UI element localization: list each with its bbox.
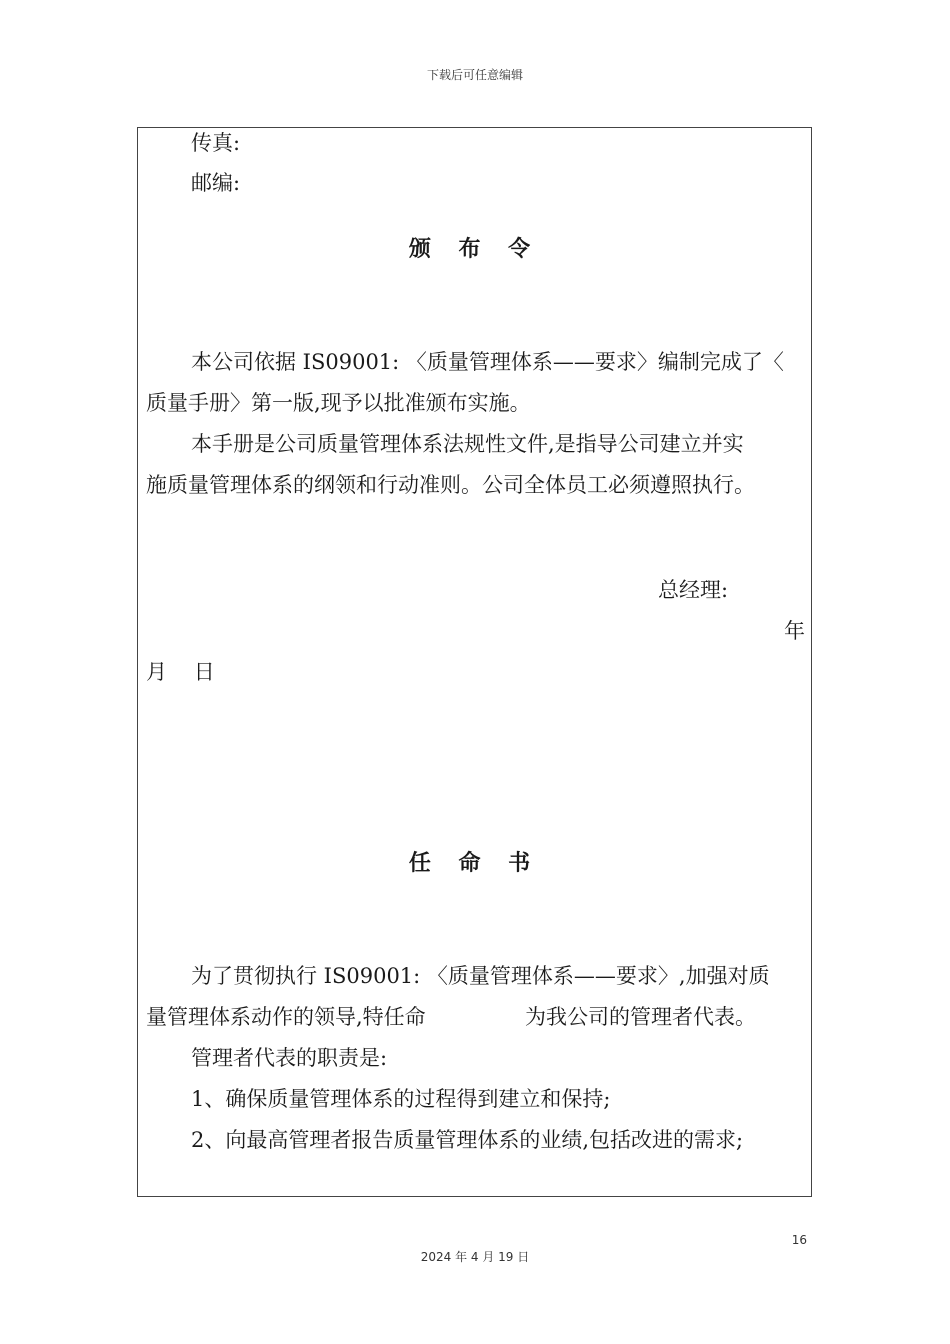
appointment-paragraph-line-2b: 为我公司的管理者代表。	[525, 1005, 756, 1029]
footer-date: 2024 年 4 月 19 日	[420, 1250, 530, 1264]
appointment-paragraph-line-1: 为了贯彻执行 IS09001: 〈质量管理体系——要求〉,加强对质	[191, 964, 770, 988]
decree-paragraph-2-line-2: 施质量管理体系的纲领和行动准则。公司全体员工必须遵照执行。	[146, 473, 755, 497]
postcode-label: 邮编:	[191, 171, 241, 195]
decree-paragraph-2-line-1: 本手册是公司质量管理体系法规性文件,是指导公司建立并实	[191, 432, 744, 456]
decree-paragraph-1-line-2: 质量手册〉第一版,现予以批准颁布实施。	[146, 391, 531, 415]
decree-title: 颁 布 令	[408, 236, 541, 262]
duty-item-1: 1、确保质量管理体系的过程得到建立和保持;	[191, 1087, 611, 1111]
page-number: 16	[791, 1233, 807, 1247]
document-frame	[137, 127, 812, 1197]
appointment-title: 任 命 书	[408, 850, 541, 876]
duties-intro: 管理者代表的职责是:	[191, 1046, 388, 1070]
date-month-day: 月 日	[146, 660, 215, 684]
signer-label: 总经理:	[658, 578, 729, 602]
header-note: 下载后可任意编辑	[426, 68, 523, 82]
fax-label: 传真:	[191, 131, 241, 155]
date-year: 年	[784, 619, 805, 643]
duty-item-2: 2、向最高管理者报告质量管理体系的业绩,包括改进的需求;	[191, 1128, 744, 1152]
appointment-paragraph-line-2a: 量管理体系动作的领导,特任命	[146, 1005, 426, 1029]
decree-paragraph-1-line-1: 本公司依据 IS09001: 〈质量管理体系——要求〉编制完成了〈	[191, 350, 784, 374]
